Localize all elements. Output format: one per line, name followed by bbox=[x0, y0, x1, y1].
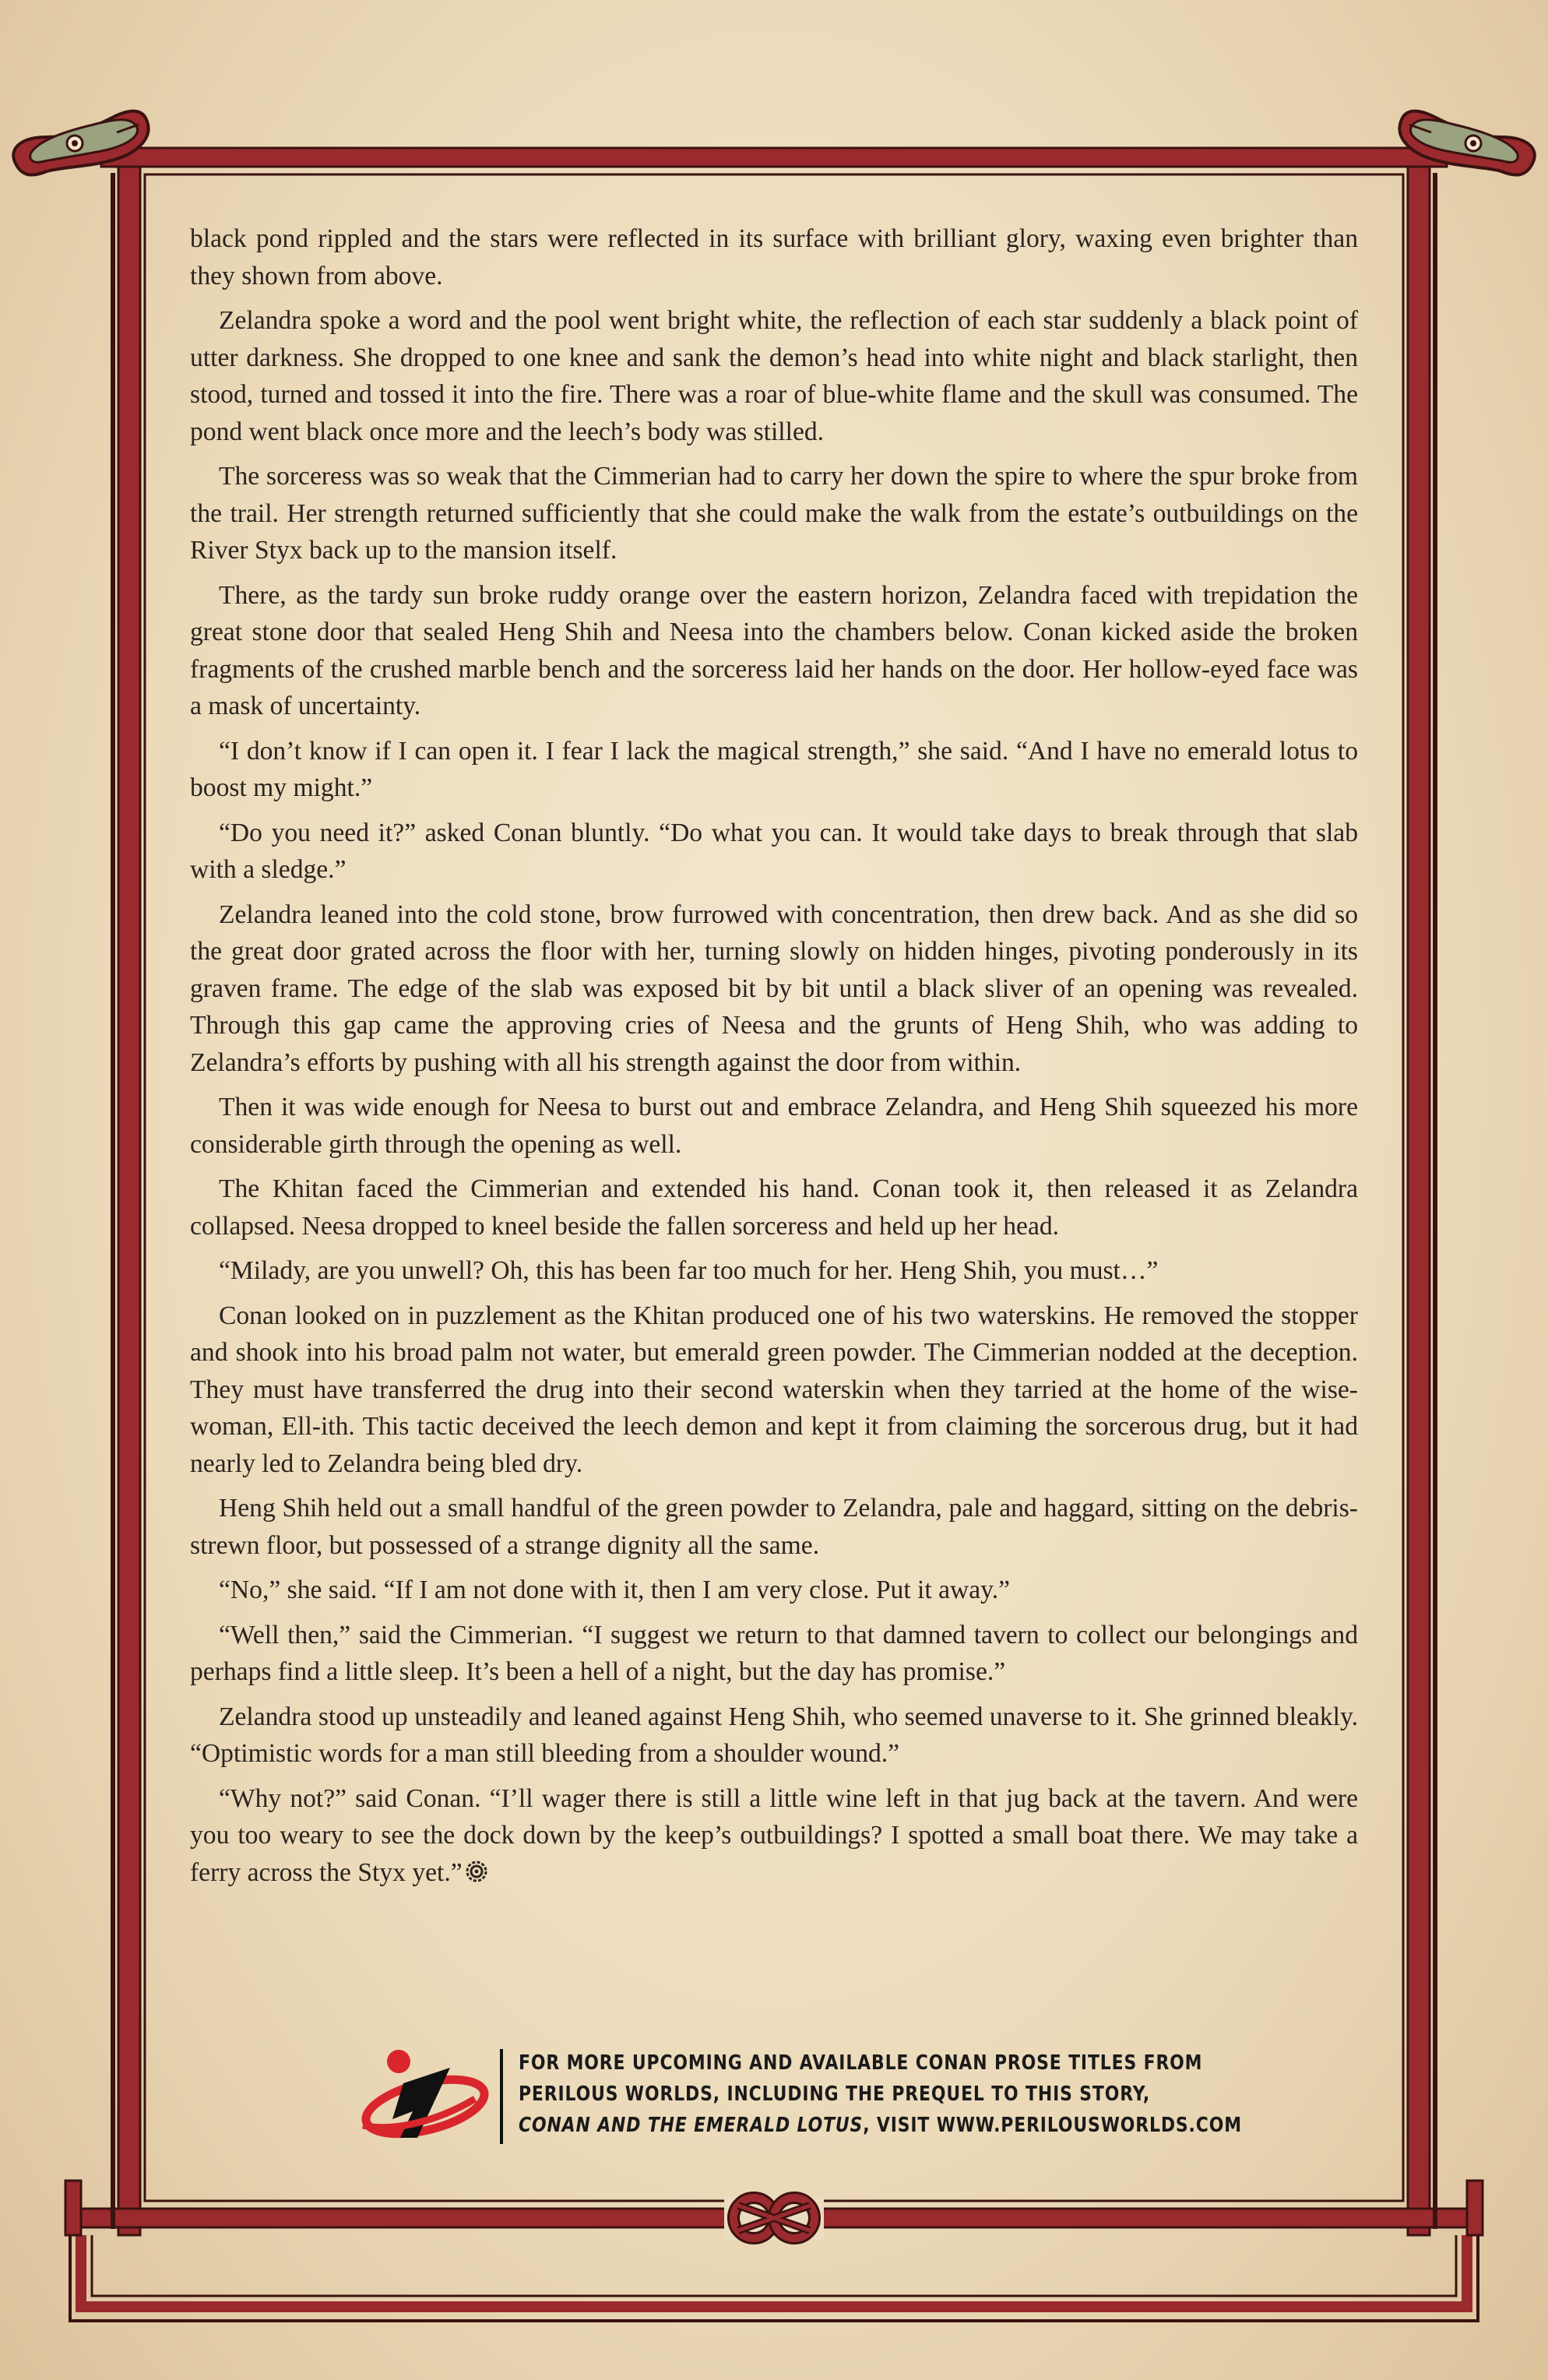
story-paragraph: Conan looked on in puzzlement as the Khitan produced one of his two waterskins. He removed the stopper and shook into his broad palm not water, but emerald green powder. The Cimmerian nodded at the deception. They must have transferred the drug into their second waterskin when they tarried at the home of the wise-woman, Ell-ith. This tactic deceived the leech demon and kept it from claiming the sorcerous drug, but it had nearly led to Zelandra being bled dry. bbox=[190, 1301, 1358, 1478]
story-paragraph: “Well then,” said the Cimmerian. “I suggest we return to that damned tavern to collect our belongings and perhaps find a little sleep. It’s been a hell of a night, but the day has promise.” bbox=[190, 1620, 1358, 1686]
story-paragraph: Zelandra spoke a word and the pool went bright white, the reflection of each star suddenly a black point of utter darkness. She dropped to one knee and sank the demon’s head into white night and black starlight, then stood, turned and tossed it into the fire. There was a roar of blue-white flame and the skull was consumed. The pond went black once more and the leech’s body was stilled. bbox=[190, 306, 1358, 446]
story-paragraph: “I don’t know if I can open it. I fear I lack the magical strength,” she said. “And I have no emerald lotus to boost my might.” bbox=[190, 736, 1358, 802]
promo-text bbox=[519, 2047, 1242, 2141]
story-paragraph: Zelandra stood up unsteadily and leaned against Heng Shih, who seemed unaverse to it. She grinned bleakly. “Optimistic words for a man still bleeding from a shoulder wound.” bbox=[190, 1702, 1358, 1768]
story-paragraph: Heng Shih held out a small handful of the green powder to Zelandra, pale and haggard, sitting on the debris-strewn floor, but possessed of a strange dignity all the same. bbox=[190, 1494, 1358, 1560]
story-paragraph: Then it was wide enough for Neesa to burst out and embrace Zelandra, and Heng Shih squeezed his more considerable girth through the opening as well. bbox=[190, 1093, 1358, 1159]
story-paragraph: Zelandra leaned into the cold stone, brow furrowed with concentration, then drew back. And as she did so the great door grated across the floor with her, turning slowly on hidden hinges, pivoting ponderously in its graven frame. The edge of the slab was exposed bit by bit until a black sliver of an opening was revealed. Through this gap came the approving cries of Neesa and the grunts of Heng Shih, who was adding to Zelandra’s efforts by pushing with all his strength against the door from within. bbox=[190, 900, 1358, 1077]
story-paragraph-text: “Why not?” said Conan. “I’ll wager there is still a little wine left in that jug back at the tavern. And were you too weary to see the dock down by the keep’s outbuildings? I spotted a small boat there. We may take a ferry across the Styx yet.” bbox=[190, 1783, 1358, 1887]
promo-line-1: FOR MORE UPCOMING AND AVAILABLE CONAN PROSE TITLES FROM bbox=[519, 2051, 1203, 2075]
end-mark-icon bbox=[465, 1860, 488, 1883]
promo-divider bbox=[500, 2049, 503, 2144]
story-paragraph: black pond rippled and the stars were reflected in its surface with brilliant glory, waxing even brighter than they shown from above. bbox=[190, 224, 1358, 290]
promo-block bbox=[358, 2044, 1277, 2153]
promo-line-3 bbox=[519, 2110, 1242, 2141]
story-paragraph-last bbox=[190, 1780, 1358, 1892]
story-paragraph: The Khitan faced the Cimmerian and extended his hand. Conan took it, then released it as Zelandra collapsed. Neesa dropped to kneel beside the fallen sorceress and held up her head. bbox=[190, 1174, 1358, 1241]
promo-url-text[interactable]: , VISIT WWW.PERILOUSWORLDS.COM bbox=[863, 2114, 1242, 2137]
celtic-knot-icon bbox=[724, 2196, 824, 2240]
story-paragraph: “Milady, are you unwell? Oh, this has been far too much for her. Heng Shih, you must…” bbox=[219, 1256, 1159, 1285]
perilous-worlds-logo-icon bbox=[358, 2044, 491, 2146]
promo-line-2: PERILOUS WORLDS, INCLUDING THE PREQUEL TO THIS STORY, bbox=[519, 2082, 1151, 2106]
story-paragraph: “Do you need it?” asked Conan bluntly. “Do what you can. It would take days to break through that slab with a sledge.” bbox=[190, 818, 1358, 884]
story-text bbox=[190, 220, 1358, 1899]
story-paragraph: There, as the tardy sun broke ruddy orange over the eastern horizon, Zelandra faced with trepidation the great stone door that sealed Heng Shih and Neesa into the chambers below. Conan kicked aside the broken fragments of the crushed marble bench and the sorceress laid her hands on the door. Her hollow-eyed face was a mask of uncertainty. bbox=[190, 580, 1358, 720]
story-paragraph: “No,” she said. “If I am not done with it, then I am very close. Put it away.” bbox=[219, 1576, 1011, 1604]
promo-book-title: CONAN AND THE EMERALD LOTUS bbox=[519, 2114, 864, 2137]
story-paragraph: The sorceress was so weak that the Cimmerian had to carry her down the spire to where the spur broke from the trail. Her strength returned sufficiently that she could make the walk from the estate’s outbuildings on the River Styx back up to the mansion itself. bbox=[190, 462, 1358, 565]
